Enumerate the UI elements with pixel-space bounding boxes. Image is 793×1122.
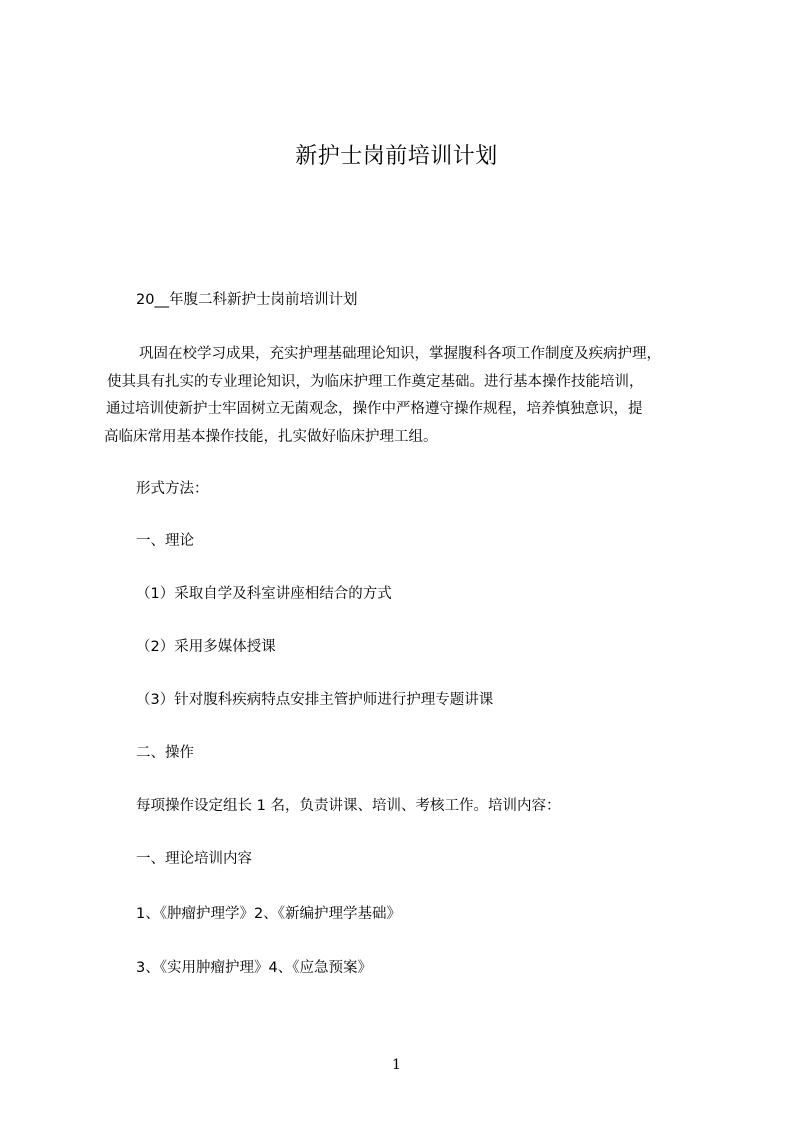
books-line-1: 1、《肿瘤护理学》2、《新编护理学基础》 bbox=[136, 906, 401, 922]
document-subtitle: 20__年腹二科新护士岗前培训计划 bbox=[136, 292, 358, 308]
form-method-heading: 形式方法： bbox=[136, 481, 209, 497]
intro-line-2: 使其具有扎实的专业理论知识，为临床护理工作奠定基础。进行基本操作技能培训， bbox=[107, 373, 644, 390]
intro-line-3: 通过培训使新护士牢固树立无菌观念，操作中严格遵守操作规程，培养慎独意识，提 bbox=[106, 401, 643, 417]
document-title: 新护士岗前培训计划 bbox=[295, 144, 498, 169]
intro-line-1: 巩固在校学习成果，充实护理基础理论知识，掌握腹科各项工作制度及疾病护理， bbox=[139, 346, 661, 362]
theory-item-3: （3）针对腹科疾病特点安排主管护师进行护理专题讲课 bbox=[136, 692, 494, 708]
theory-item-2: （2）采用多媒体授课 bbox=[136, 639, 276, 655]
section-theory-heading: 一、理论 bbox=[136, 533, 194, 549]
theory-item-1: （1）采取自学及科室讲座相结合的方式 bbox=[136, 586, 392, 602]
operation-description: 每项操作设定组长 1 名，负责讲课、培训、考核工作。培训内容： bbox=[136, 798, 561, 814]
books-line-2: 3、《实用肿瘤护理》4、《应急预案》 bbox=[136, 960, 372, 976]
section-operation-heading: 二、操作 bbox=[136, 745, 194, 761]
intro-paragraph bbox=[104, 341, 704, 451]
section-theory-content-heading: 一、理论培训内容 bbox=[136, 851, 252, 867]
intro-line-4: 高临床常用基本操作技能，扎实做好临床护理工组。 bbox=[104, 428, 438, 445]
page-number: 1 bbox=[392, 1057, 401, 1073]
